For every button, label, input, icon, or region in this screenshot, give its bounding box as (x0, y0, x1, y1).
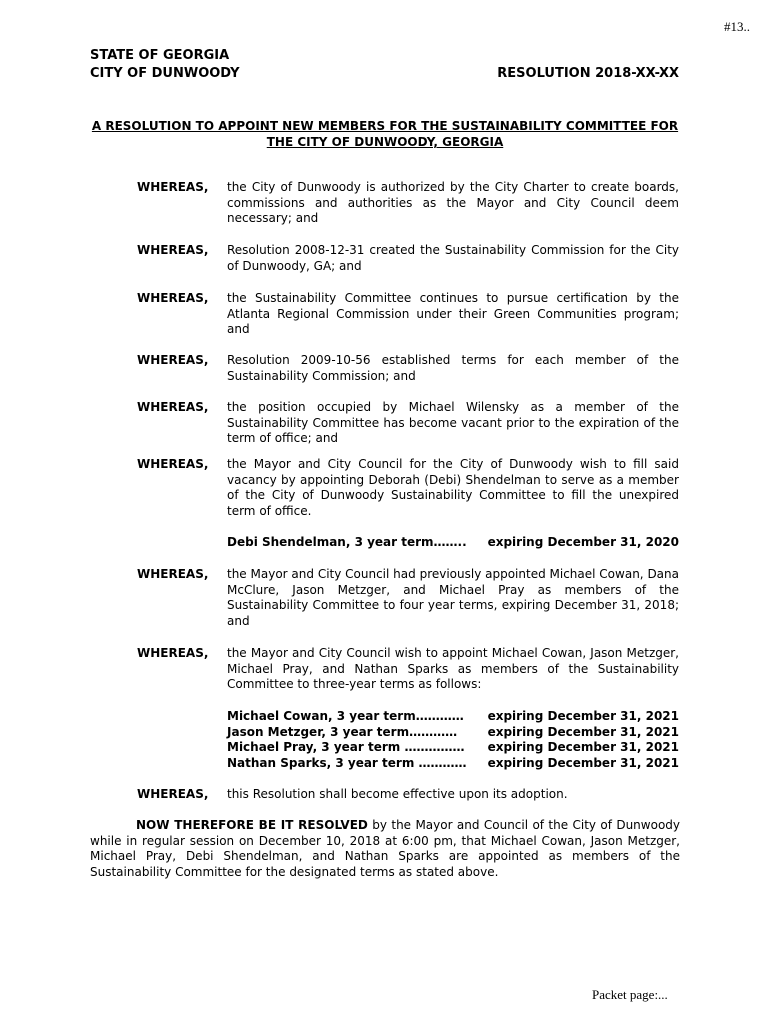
resolved-paragraph (90, 818, 680, 880)
whereas-label: WHEREAS, (137, 180, 209, 194)
term-expiry: expiring December 31, 2021 (487, 724, 679, 739)
term-row (227, 535, 679, 551)
term-row (227, 725, 679, 741)
whereas-clause-5: the position occupied by Michael Wilensky as a member of the Sustainability Committee has become vacant prior to the expiration of the term of office; and (227, 400, 679, 446)
resolved-lead: NOW THEREFORE BE IT RESOLVED (136, 818, 368, 832)
whereas-label: WHEREAS, (137, 567, 209, 581)
term-name: Michael Pray, 3 year term …………… (227, 740, 465, 755)
whereas-label: WHEREAS, (137, 243, 209, 257)
whereas-clause-7: the Mayor and City Council had previously appointed Michael Cowan, Dana McClure, Jason Metzger, and Michael Pray as members of the Sustainability Committee to four year terms, expiring December 31, 2018; and (227, 567, 679, 628)
whereas-label: WHEREAS, (137, 291, 209, 305)
whereas-label: WHEREAS, (137, 646, 209, 660)
shendelman-term (227, 535, 679, 551)
state-heading: STATE OF GEORGIA (90, 48, 230, 63)
term-name: Michael Cowan, 3 year term………… (227, 709, 464, 723)
whereas-label: WHEREAS, (137, 457, 209, 471)
whereas-clause-4: Resolution 2009-10-56 established terms for each member of the Sustainability Commission; and (227, 353, 679, 383)
term-name: Jason Metzger, 3 year term………… (227, 724, 458, 739)
whereas-clause-3: the Sustainability Committee continues to pursue certification by the Atlanta Regional Commission under their Green Communities program; and (227, 291, 679, 337)
term-expiry: expiring December 31, 2021 (487, 740, 679, 755)
page-number-top: #13.. (724, 19, 750, 34)
resolution-number: RESOLUTION 2018-XX-XX (497, 66, 679, 81)
term-expiry: expiring December 31, 2021 (487, 755, 679, 770)
packet-page-footer: Packet page:... (592, 987, 668, 1002)
whereas-clause-6: the Mayor and City Council for the City of Dunwoody wish to fill said vacancy by appointing Deborah (Debi) Shendelman to serve as a member of the City of Dunwoody Sustainability Committee to fill the unexpired term of office. (227, 457, 679, 518)
term-row (227, 740, 679, 756)
whereas-label: WHEREAS, (137, 400, 209, 414)
resolution-title: A RESOLUTION TO APPOINT NEW MEMBERS FOR THE SUSTAINABILITY COMMITTEE FOR THE CITY OF DUNWOODY, GEORGIA (91, 119, 679, 149)
whereas-label: WHEREAS, (137, 787, 209, 801)
whereas-label: WHEREAS, (137, 353, 209, 367)
term-name: Debi Shendelman, 3 year term…….. (227, 535, 467, 549)
term-expiry: expiring December 31, 2020 (487, 535, 679, 549)
whereas-clause-9: this Resolution shall become effective upon its adoption. (227, 787, 568, 801)
whereas-clause-1: the City of Dunwoody is authorized by the City Charter to create boards, commissions and authorities as the Mayor and City Council deem necessary; and (227, 180, 679, 226)
term-name: Nathan Sparks, 3 year term ………… (227, 755, 467, 770)
whereas-clause-8: the Mayor and City Council wish to appoint Michael Cowan, Jason Metzger, Michael Pray, and Nathan Sparks as members of the Sustainability Committee to three-year terms as follows: (227, 646, 679, 692)
whereas-clause-2: Resolution 2008-12-31 created the Sustainability Commission for the City of Dunwoody, GA; and (227, 243, 679, 273)
term-row (227, 756, 679, 772)
resolved-body: by the Mayor and Council of the City of Dunwoody while in regular session on December 10, 2018 at 6:00 pm, that Michael Cowan, Jason Metzger, Michael Pray, Debi Shendelman, and Nathan Sparks are appointed as members of the Sustainability Committee for the designated terms as stated above. (90, 818, 680, 879)
term-list (227, 709, 679, 771)
term-expiry: expiring December 31, 2021 (487, 709, 679, 723)
term-row (227, 709, 679, 725)
city-heading: CITY OF DUNWOODY (90, 66, 240, 81)
